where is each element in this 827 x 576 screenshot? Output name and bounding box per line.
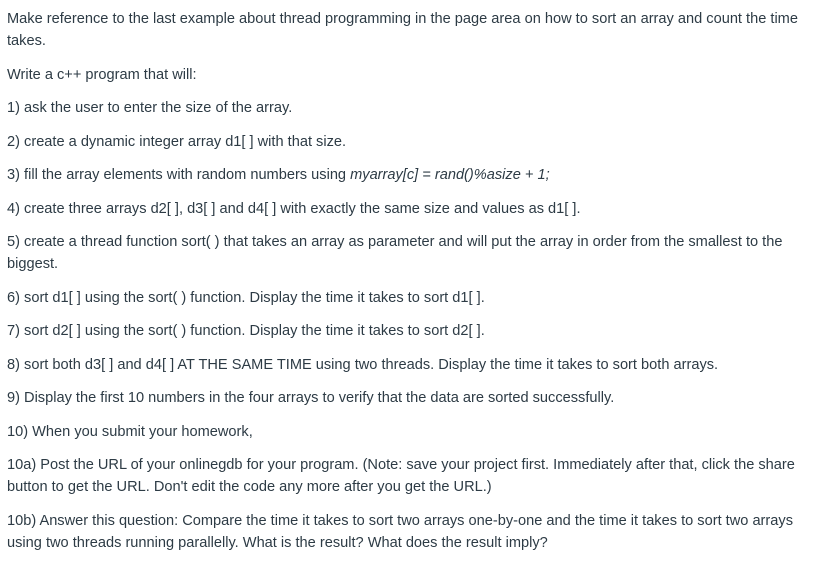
task-heading: Write a c++ program that will: [7,66,197,83]
step-1: 1) ask the user to enter the size of the array. [7,100,293,116]
step-10: 10) When you submit your homework, [7,423,253,440]
step-3-text: 3) fill the array elements with random numbers using [7,167,351,183]
step-7: 7) sort d2[ ] using the sort( ) function. Display the time it takes to sort d2[ ]. [7,323,485,339]
step-10b: 10b) Answer this question: Compare the time it takes to sort two arrays one-by-one and the time it takes to sort two arrays using two threads running parallelly. What is the result? What does the result imply? [7,512,793,551]
step-4: 4) create three arrays d2[ ], d3[ ] and d4[ ] with exactly the same size and values as d1[ ]. [7,200,581,217]
step-3 [7,164,803,186]
step-8: 8) sort both d3[ ] and d4[ ] AT THE SAME TIME using two threads. Display the time it takes to sort both arrays. [7,356,719,373]
step-10a: 10a) Post the URL of your onlinegdb for your program. (Note: save your project first. Immediately after that, click the share button to get the URL. Don't edit the code any more after you get the URL.) [7,457,795,495]
step-3-code: myarray[c] = rand()%asize + 1; [350,167,550,183]
step-6: 6) sort d1[ ] using the sort( ) function. Display the time it takes to sort d1[ ]. [7,289,485,306]
step-2: 2) create a dynamic integer array d1[ ] with that size. [7,133,347,150]
intro-paragraph: Make reference to the last example about thread programming in the page area on how to sort an array and count the time takes. [7,11,798,49]
step-9: 9) Display the first 10 numbers in the four arrays to verify that the data are sorted successfully. [7,390,615,406]
step-5: 5) create a thread function sort( ) that takes an array as parameter and will put the array in order from the smallest to the biggest. [7,234,783,272]
